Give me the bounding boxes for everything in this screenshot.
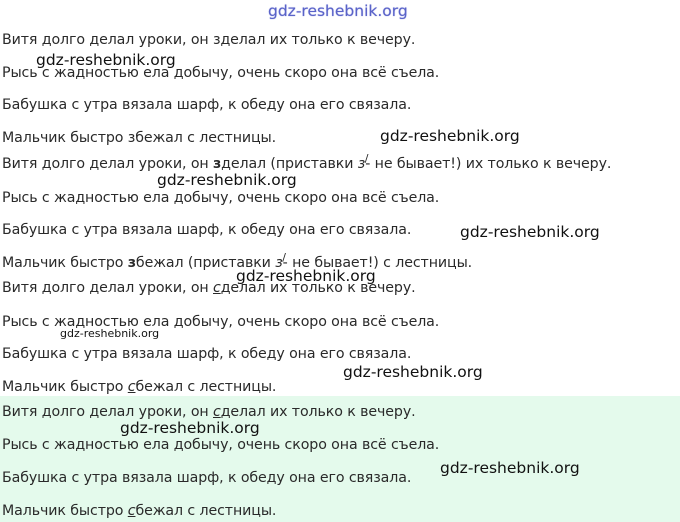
- prefix-letter: з: [127, 255, 136, 271]
- watermark: gdz-reshebnik.org: [60, 327, 160, 340]
- corrected-4: Мальчик быстро сбежал с лестницы.: [2, 379, 277, 395]
- watermark: gdz-reshebnik.org: [120, 419, 260, 437]
- sentence-4: Мальчик быстро збежал с лестницы.: [2, 130, 277, 146]
- answer-3: Бабушка с утра вязала шарф, к обеду она его связала.: [2, 470, 412, 486]
- explanation-4: Мальчик быстро збежал (приставки з /- не бывает!) с лестницы.: [2, 254, 472, 272]
- explanation-3: Бабушка с утра вязала шарф, к обеду она его связала.: [2, 222, 412, 238]
- prefix-letter: с: [213, 280, 221, 296]
- answer-2: Рысь с жадностью ела добычу, очень скоро она всё съела.: [2, 437, 440, 453]
- watermark-top: gdz-reshebnik.org: [268, 2, 408, 20]
- watermark: gdz-reshebnik.org: [157, 171, 297, 189]
- watermark: gdz-reshebnik.org: [343, 363, 483, 381]
- sentence-2: Рысь с жадностью ела добычу, очень скоро она всё съела.: [2, 65, 440, 81]
- corrected-3: Бабушка с утра вязала шарф, к обеду она его связала.: [2, 346, 412, 362]
- prefix-mark: з /: [358, 156, 365, 172]
- prefix-letter: с: [127, 503, 136, 519]
- explanation-1: Витя долго делал уроки, он зделал (приставки з /- не бывает!) их только к вечеру.: [2, 155, 611, 173]
- corrected-2: Рысь с жадностью ела добычу, очень скоро она всё съела.: [2, 314, 440, 330]
- watermark: gdz-reshebnik.org: [440, 459, 580, 477]
- answer-1: Витя долго делал уроки, он сделал их только к вечеру.: [2, 404, 416, 420]
- watermark: gdz-reshebnik.org: [380, 127, 520, 145]
- answer-4: Мальчик быстро сбежал с лестницы.: [2, 503, 277, 519]
- corrected-1: Витя долго делал уроки, он сделал их только к вечеру.: [2, 280, 416, 296]
- explanation-2: Рысь с жадностью ела добычу, очень скоро она всё съела.: [2, 190, 440, 206]
- prefix-mark: з /: [275, 255, 282, 271]
- prefix-letter: з: [213, 156, 222, 172]
- sentence-3: Бабушка с утра вязала шарф, к обеду она его связала.: [2, 97, 412, 113]
- sentence-1: Витя долго делал уроки, он зделал их только к вечеру.: [2, 32, 416, 48]
- watermark: gdz-reshebnik.org: [236, 267, 376, 285]
- prefix-letter: с: [213, 404, 221, 420]
- watermark: gdz-reshebnik.org: [36, 51, 176, 69]
- watermark: gdz-reshebnik.org: [460, 223, 600, 241]
- prefix-letter: с: [127, 379, 136, 395]
